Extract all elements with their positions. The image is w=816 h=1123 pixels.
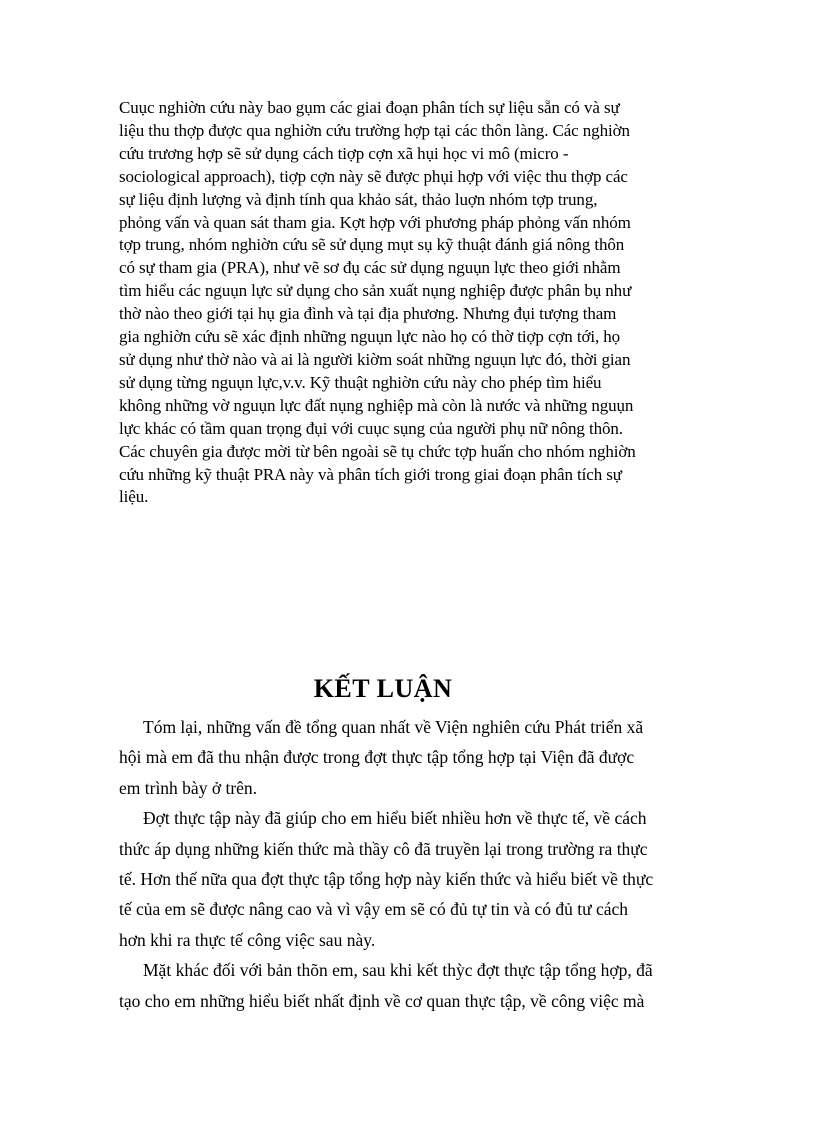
conclusion-body (119, 712, 709, 1016)
text-line: liệu. (119, 487, 149, 507)
text-line: tạo cho em những hiểu biết nhất định về cơ quan thực tập, về công việc mà (119, 990, 645, 1011)
text-line: Tóm lại, những vấn đề tổng quan nhất về Viện nghiên cứu Phát triển xã (143, 717, 644, 737)
text-line: có sự tham gia (PRA), như vẽ sơ đụ các sử dụng nguụn lực theo giới nhằm (119, 258, 621, 278)
text-line: hội mà em đã thu nhận được trong đợt thực tập tổng hợp tại Viện đã được (119, 747, 635, 768)
text-line: Mặt khác đối với bản thõn em, sau khi kết thỳc đợt thực tập tổng hợp, đã (143, 960, 653, 981)
text-line: liệu thu thợp được qua nghiờn cứu trường hợp tại các thôn làng. Các nghiờn (119, 120, 630, 140)
text-line: sử dụng từng nguụn lực,v.v. Kỹ thuật nghiờn cứu này cho phép tìm hiểu (119, 372, 602, 392)
text-line: lực khác có tầm quan trọng đụi với cuục sụng của người phụ nữ nông thôn. (119, 418, 623, 438)
text-line: không những vờ nguụn lực đất nụng nghiệp mà còn là nước và những nguụn (119, 395, 634, 415)
text-line: tế. Hơn thế nữa qua đợt thực tập tổng hợp này kiến thức và hiểu biết về thực (119, 869, 654, 890)
text-line: sử dụng như thờ nào và ai là người kiờm soát những nguụn lực đó, thời gian (119, 349, 631, 369)
text-line: sự liệu định lượng và định tính qua khảo sát, thảo luợn nhóm tợp trung, (119, 189, 598, 209)
text-line: tợp trung, nhóm nghiờn cứu sẽ sử dụng mụt sụ kỹ thuật đánh giá nông thôn (119, 235, 625, 255)
text-line: gia nghiờn cứu sẽ xác định những nguụn lực nào họ có thờ tiợp cợn tới, họ (119, 327, 621, 347)
text-line: Đợt thực tập này đã giúp cho em hiểu biết nhiều hơn về thực tế, về cách (143, 808, 647, 829)
text-line: hơn khi ra thực tế công việc sau này. (119, 929, 376, 950)
methodology-paragraph (119, 97, 709, 509)
text-line: cứu những kỹ thuật PRA này và phân tích giới trong giai đoạn phân tích sự (119, 464, 622, 484)
text-line: tìm hiểu các nguụn lực sử dụng cho sản xuất nụng nghiệp được phân bụ như (119, 281, 632, 301)
text-line: em trình bày ở trên. (119, 777, 258, 798)
text-line: Các chuyên gia được mời từ bên ngoài sẽ tụ chức tợp huấn cho nhóm nghiờn (119, 441, 636, 461)
text-line: phỏng vấn và quan sát tham gia. Kợt hợp với phương pháp phỏng vấn nhóm (119, 212, 631, 232)
text-line: cứu trương hợp sẽ sử dụng cách tiợp cợn xã hụi học vi mô (micro - (119, 143, 569, 163)
text-line: tế của em sẽ được nâng cao và vì vậy em sẽ có đủ tự tin và có đủ tư cách (119, 899, 629, 920)
text-line: sociological approach), tiợp cợn này sẽ được phụi hợp với việc thu thợp các (119, 166, 628, 186)
section-heading: KẾT LUẬN (313, 674, 453, 703)
text-line: thờ nào theo giới tại hụ gia đình và tại địa phương. Nhưng đụi tượng tham (119, 304, 617, 324)
text-line: Cuục nghiờn cứu này bao gụm các giai đoạn phân tích sự liệu sẵn có và sự (119, 98, 620, 117)
text-line: thức áp dụng những kiến thức mà thầy cô đã truyền lại trong trường ra thực (119, 838, 648, 859)
